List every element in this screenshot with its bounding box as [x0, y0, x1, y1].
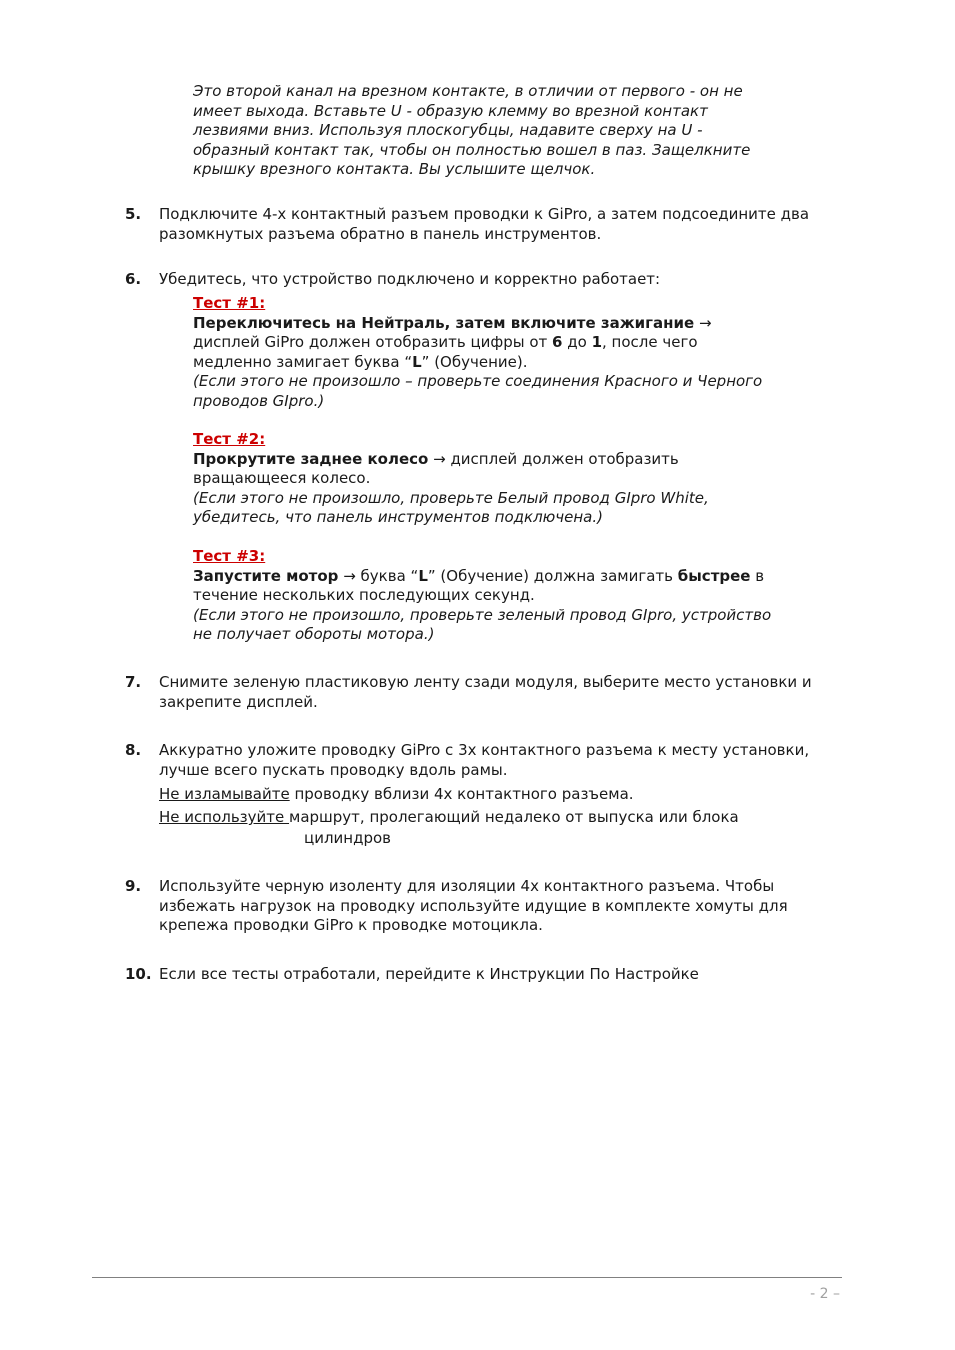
step-5-line: Подключите 4-х контактный разъем проводки к GiPro, а затем подсоедините два [159, 205, 810, 223]
test-2-action-line [193, 450, 833, 470]
step-9-line: избежать нагрузок на проводку используйте идущие в комплекте хомуты для [159, 896, 788, 915]
letter-l: L [412, 352, 422, 371]
test-2-note: убедитесь, что панель инструментов подключена.) [193, 508, 603, 527]
text-fragment: , после чего [602, 333, 698, 352]
test-2-action: Прокрутите заднее колесо [193, 449, 429, 468]
intro-paragraph [193, 82, 833, 180]
step-10-line: Если все тесты отработали, перейдите к Инструкции По Настройке [159, 965, 699, 983]
test-3-line-2: течение нескольких последующих секунд. [193, 586, 535, 605]
step-5-number: 5. [125, 205, 142, 223]
intro-line: образный контакт так, чтобы он полностью вошел в паз. Защелкните [193, 140, 751, 159]
step-9-text [159, 877, 849, 936]
test-1-action-line [193, 314, 833, 334]
step-10-number: 10. [125, 965, 152, 983]
test-2-note: (Если этого не произошло, проверьте Белый провод GIpro White, [193, 488, 709, 507]
test-3-note: не получает обороты мотора.) [193, 625, 435, 644]
step-9-line: Используйте черную изоленту для изоляции 4х контактного разъема. Чтобы [159, 877, 775, 895]
test-1-note: (Если этого не произошло – проверьте соединения Красного и Черного [193, 372, 763, 391]
test-3-block [193, 547, 833, 645]
step-7-number: 7. [125, 673, 142, 691]
text-fragment: проводку вблизи 4х контактного разъема. [289, 785, 634, 803]
step-9-line: крепежа проводки GiPro к проводке мотоцикла. [159, 916, 543, 935]
test-1-note: проводов GIpro.) [193, 391, 325, 410]
intro-line: крышку врезного контакта. Вы услышите щелчок. [193, 160, 596, 179]
test-1-line-2 [193, 333, 833, 353]
text-fragment: до [562, 333, 592, 352]
step-6-line: Убедитесь, что устройство подключено и корректно работает: [159, 270, 661, 288]
step-6-text [159, 270, 849, 290]
text-fragment: дисплей GiPro должен отобразить цифры от [193, 333, 553, 352]
letter-l: L [418, 566, 428, 585]
step-9-number: 9. [125, 877, 142, 895]
test-1-heading: Тест #1: [193, 294, 266, 312]
step-8-number: 8. [125, 741, 142, 759]
test-1-line-3 [193, 353, 833, 373]
step-7-text [159, 673, 849, 712]
emphasis-faster: быстрее [677, 566, 751, 585]
arrow-right-icon: → [433, 449, 446, 468]
step-8-warning-1 [159, 785, 634, 805]
step-7-line: Снимите зеленую пластиковую ленту сзади модуля, выберите место установки и [159, 673, 812, 691]
intro-line: лезвиями вниз. Используя плоскогубцы, надавите сверху на U - [193, 121, 703, 140]
text-fragment: буква “ [355, 566, 419, 585]
step-5-text [159, 205, 849, 244]
text-fragment: ” (Обучение). [421, 352, 528, 371]
arrow-right-icon: → [343, 566, 356, 585]
step-8-text [159, 741, 849, 780]
step-8-warning-2-continued: цилиндров [304, 829, 392, 847]
digit-to: 1 [591, 333, 603, 352]
step-5-line: разомкнутых разъема обратно в панель инструментов. [159, 224, 602, 243]
intro-line: Это второй канал на врезном контакте, в отличии от первого - он не [193, 82, 743, 100]
text-fragment: ” (Обучение) должна замигать [427, 566, 678, 585]
step-8-line: лучше всего пускать проводку вдоль рамы. [159, 760, 508, 779]
test-3-action-line [193, 567, 833, 587]
warning-emphasis: Не используйте [159, 808, 290, 826]
step-10-text [159, 965, 849, 985]
text-fragment: медленно замигает буква “ [193, 352, 413, 371]
page-number: - 2 – [810, 1286, 840, 1302]
step-6-number: 6. [125, 270, 142, 288]
text-fragment: в [750, 566, 765, 585]
arrow-right-icon: → [698, 313, 712, 332]
warning-emphasis: Не изламывайте [159, 785, 290, 803]
footer-divider [92, 1277, 842, 1278]
text-fragment: дисплей должен отобразить [445, 449, 679, 468]
intro-line: имеет выхода. Вставьте U - образую клемму во врезной контакт [193, 101, 708, 120]
step-8-warning-2 [159, 808, 739, 828]
test-1-block [193, 294, 833, 412]
text-fragment: маршрут, пролегающий недалеко от выпуска или блока [289, 808, 739, 826]
test-2-line-2: вращающееся колесо. [193, 469, 371, 488]
test-2-heading: Тест #2: [193, 430, 266, 448]
test-3-note: (Если этого не произошло, проверьте зеленый провод GIpro, устройство [193, 605, 772, 624]
step-7-line: закрепите дисплей. [159, 692, 318, 711]
test-3-heading: Тест #3: [193, 547, 266, 565]
digit-from: 6 [552, 333, 563, 352]
test-3-action: Запустите мотор [193, 566, 339, 585]
test-2-block [193, 430, 833, 528]
step-8-line: Аккуратно уложите проводку GiPro с 3х контактного разъема к месту установки, [159, 741, 810, 759]
test-1-action: Переключитесь на Нейтраль, затем включите зажигание [193, 313, 695, 332]
